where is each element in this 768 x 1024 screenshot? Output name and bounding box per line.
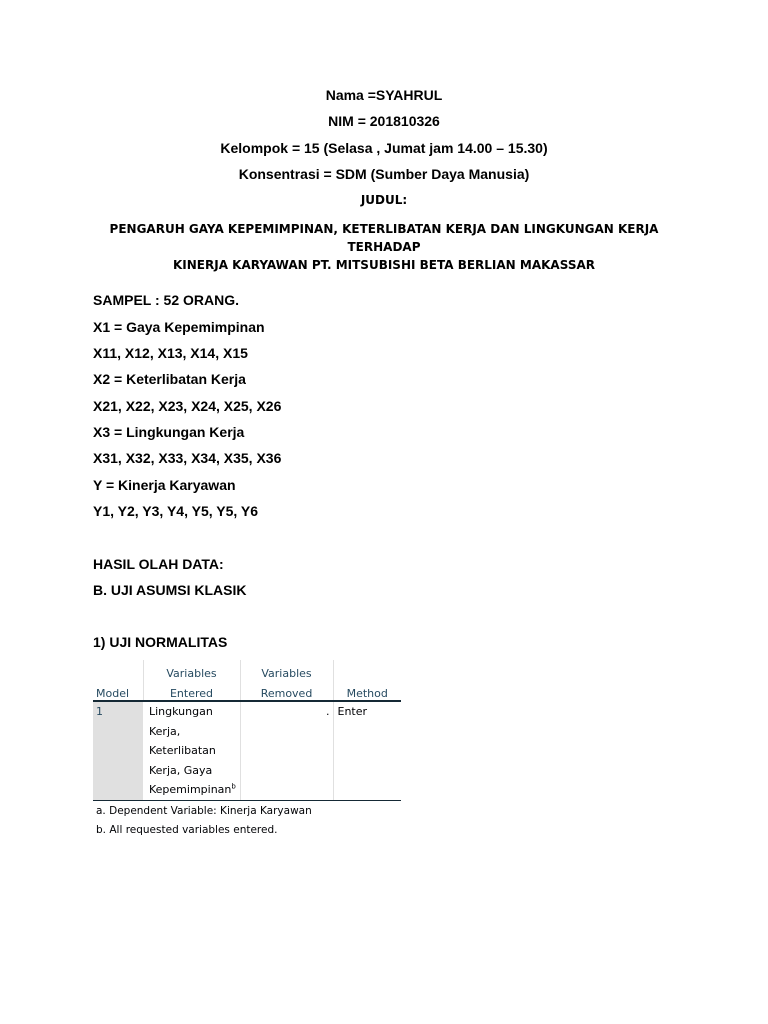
variable-x1-items: X11, X12, X13, X14, X15: [93, 345, 248, 361]
entered-line-4: Kerja, Gaya: [149, 763, 213, 777]
footnote-b: b. All requested variables entered.: [96, 824, 278, 836]
group-info: Kelompok = 15 (Selasa , Jumat jam 14.00 – 15.30): [220, 140, 548, 156]
section-hasil: HASIL OLAH DATA:: [93, 556, 224, 572]
research-title: [90, 220, 678, 274]
cell-variables-removed: .: [240, 701, 333, 800]
header-entered-top: Variables: [143, 660, 240, 680]
header-model: Model: [93, 680, 143, 701]
entered-line-3: Keterlibatan: [149, 744, 216, 757]
entered-line-5: Kepemimpinan: [149, 783, 232, 796]
header-removed-bottom: Removed: [240, 680, 333, 701]
variable-y: Y = Kinerja Karyawan: [93, 477, 236, 493]
cell-method: Enter: [333, 701, 401, 800]
cell-model: 1: [93, 701, 143, 800]
variable-x3-items: X31, X32, X33, X34, X35, X36: [93, 450, 282, 466]
variables-entered-table: [93, 660, 401, 801]
title-label: JUDUL:: [360, 193, 408, 207]
section-normalitas: 1) UJI NORMALITAS: [93, 634, 228, 650]
header-method: Method: [333, 680, 401, 701]
variable-x2-items: X21, X22, X23, X24, X25, X26: [93, 398, 282, 414]
entered-line-1: Lingkungan: [149, 705, 213, 718]
cell-variables-entered: [143, 701, 240, 800]
entered-line-2: Kerja,: [149, 724, 181, 738]
student-name: Nama =SYAHRUL: [325, 87, 443, 103]
entered-superscript: b: [231, 782, 236, 791]
research-title-line-1: PENGARUH GAYA KEPEMIMPINAN, KETERLIBATAN KERJA DAN LINGKUNGAN KERJA TERHADAP: [109, 222, 659, 254]
concentration: Konsentrasi = SDM (Sumber Daya Manusia): [238, 166, 530, 182]
variable-x1: X1 = Gaya Kepemimpinan: [93, 319, 265, 335]
header-entered-bottom: Entered: [143, 680, 240, 701]
research-title-line-2: KINERJA KARYAWAN PT. MITSUBISHI BETA BERLIAN MAKASSAR: [172, 258, 595, 272]
variable-y-items: Y1, Y2, Y3, Y4, Y5, Y5, Y6: [93, 503, 259, 519]
footnote-a: a. Dependent Variable: Kinerja Karyawan: [96, 805, 312, 817]
student-nim: NIM = 201810326: [328, 113, 440, 129]
variable-x3: X3 = Lingkungan Kerja: [93, 424, 245, 440]
header-removed-top: Variables: [240, 660, 333, 680]
section-uji-asumsi: B. UJI ASUMSI KLASIK: [93, 582, 247, 598]
sample-size: SAMPEL : 52 ORANG.: [93, 292, 239, 308]
variable-x2: X2 = Keterlibatan Kerja: [93, 371, 246, 387]
